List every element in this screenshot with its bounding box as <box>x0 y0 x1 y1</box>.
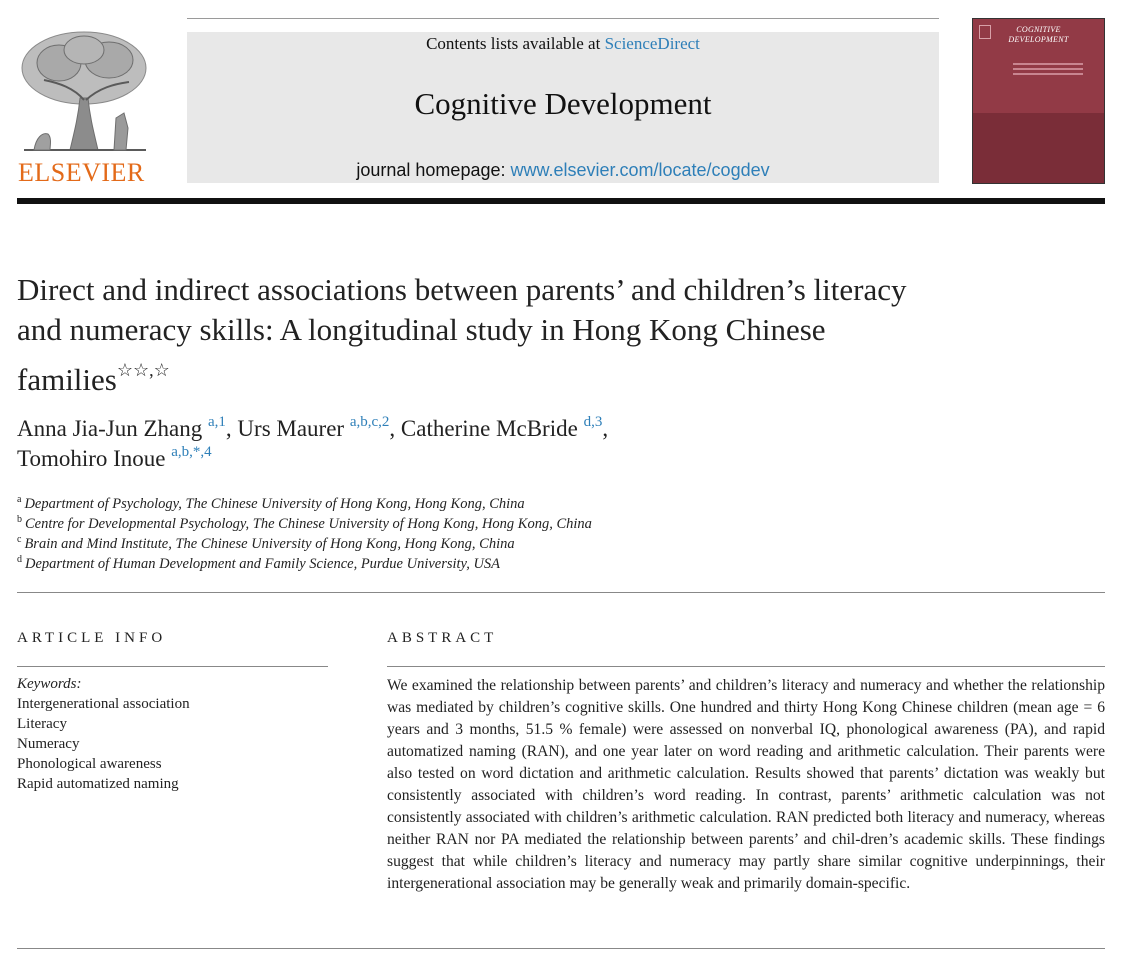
header-top-rule <box>187 18 939 19</box>
header-thick-rule <box>17 198 1105 204</box>
elsevier-wordmark[interactable]: ELSEVIER <box>18 158 145 187</box>
keyword-item: Rapid automatized naming <box>17 776 179 792</box>
affiliation-item: $^d$ Department of Human Development and Family Science, Purdue University, USA <box>17 554 501 572</box>
author-name[interactable]: Catherine McBride <box>400 416 578 441</box>
keyword-item: Intergenerational association <box>17 696 190 712</box>
sciencedirect-link[interactable]: ScienceDirect <box>604 34 700 53</box>
keyword-item: Literacy <box>17 716 67 732</box>
article-title: Direct and indirect associations between parents’ and children’s literacy and numeracy skills: A longitudinal study in Hong Kong Chinese families☆☆,☆ <box>17 272 907 397</box>
cover-title: COGNITIVE DEVELOPMENT <box>1008 25 1069 44</box>
author-affiliation-refs[interactable]: a,1 <box>208 414 226 430</box>
affiliation-item: $^b$ Centre for Developmental Psychology, The Chinese University of Hong Kong, Hong Kong, China <box>17 514 592 532</box>
cover-text-lines <box>1013 63 1083 78</box>
author-affiliation-refs[interactable]: d,3 <box>583 414 603 430</box>
keyword-item: Numeracy <box>17 736 80 752</box>
keyword-item: Phonological awareness <box>17 756 162 772</box>
section-divider <box>17 592 1105 593</box>
journal-title: Cognitive Development <box>414 86 712 121</box>
title-footnote-marks[interactable]: ☆☆,☆ <box>116 360 170 380</box>
article-info-heading: ARTICLE INFO <box>17 630 167 646</box>
article-info-rule <box>17 666 328 667</box>
abstract-heading: ABSTRACT <box>387 630 498 646</box>
author-name[interactable]: Urs Maurer <box>237 416 345 441</box>
journal-cover-thumbnail[interactable] <box>972 18 1105 184</box>
cover-bottom-panel <box>973 113 1104 183</box>
author-affiliation-refs[interactable]: a,b,*,4 <box>171 444 212 460</box>
author-affiliation-refs[interactable]: a,b,c,2 <box>349 414 390 430</box>
abstract-rule <box>387 666 1105 667</box>
homepage-line: journal homepage: www.elsevier.com/locate/cogdev <box>356 160 770 180</box>
tree-icon <box>14 28 156 158</box>
author-name[interactable]: Tomohiro Inoue <box>17 446 166 471</box>
journal-homepage-link[interactable]: www.elsevier.com/locate/cogdev <box>510 160 770 180</box>
cover-top-panel <box>973 19 1104 113</box>
author-list: Anna Jia-Jun Zhang $^{a,1}$, Urs Maurer $^{a,b,c,2}$, Catherine McBride $^{d,3}$, Tomohiro Inoue $^{a,b,*,4}$ <box>17 414 609 471</box>
keywords-block <box>17 674 190 794</box>
abstract-text: We examined the relationship between parents’ and children’s literacy and numeracy and whether the relationship was mediated by children’s cognitive skills. One hundred and thirty Hong Kong Chinese children (mean age = 6 years and 3 months, 51.5 % female) were assessed on nonverbal IQ, phonological awareness (PA), and rapid automatized naming (RAN), and one year later on word reading and arithmetic calculation. Their parents were also tested on word dictation and arithmetic calculation. Results showed that parents’ dictation was weakly but consistently associated with children’s word reading. In contrast, parents’ arithmetic calculation was not consistently associated with children’s arithmetic calculation. RAN predicted both literacy and numeracy, whereas neither RAN nor PA mediated the relationship between parents’ and chil-dren’s academic skills. These findings suggest that while children’s literacy and numeracy may partly share similar cognitive underpinnings, their intergenerational association may be generally weak and primarily domain-specific. <box>387 677 1105 892</box>
affiliation-list <box>17 494 592 574</box>
journal-banner <box>187 32 939 183</box>
affiliation-item: $^c$ Brain and Mind Institute, The Chinese University of Hong Kong, Hong Kong, China <box>17 534 515 552</box>
bottom-divider <box>17 948 1105 949</box>
keywords-label: Keywords: <box>17 676 82 692</box>
affiliation-item: $^a$ Department of Psychology, The Chinese University of Hong Kong, Hong Kong, China <box>17 494 525 512</box>
author-name[interactable]: Anna Jia-Jun Zhang <box>17 416 203 441</box>
contents-line: Contents lists available at ScienceDirect <box>426 34 700 53</box>
